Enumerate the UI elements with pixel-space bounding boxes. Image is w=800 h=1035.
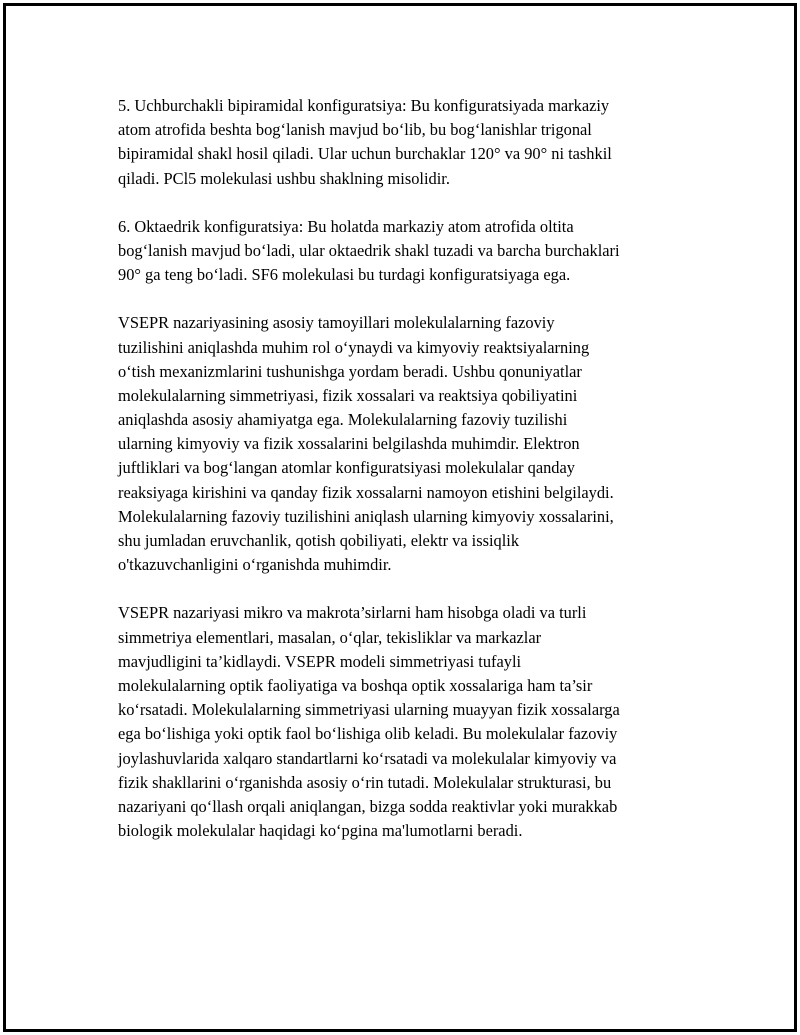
text-line: fizik shakllarini o‘rganishda asosiy o‘rin tutadi. Molekulalar strukturasi, bu — [118, 772, 612, 792]
text-line: juftliklari va bog‘langan atomlar konfiguratsiyasi molekulalar qanday — [118, 458, 575, 478]
paragraph-vsepr-principles — [118, 311, 698, 577]
text-line: bipiramidal shakl hosil qiladi. Ular uchun burchaklar 120° va 90° ni tashkil — [118, 144, 612, 164]
text-line: VSEPR nazariyasining asosiy tamoyillari molekulalarning fazoviy — [118, 313, 555, 333]
paragraph-vsepr-symmetry — [118, 601, 698, 843]
text-line: qiladi. PCl5 molekulasi ushbu shaklning misolidir. — [118, 168, 450, 188]
text-line: ega bo‘lishiga yoki optik faol bo‘lishiga olib keladi. Bu molekulalar fazoviy — [118, 724, 618, 744]
text-line: biologik molekulalar haqidagi ko‘pgina ma'lumotlarni beradi. — [118, 821, 523, 841]
text-line: tuzilishini aniqlashda muhim rol o‘ynaydi va kimyoviy reaktsiyalarning — [118, 337, 590, 357]
text-line: ularning kimyoviy va fizik xossalarini belgilashda muhimdir. Elektron — [118, 434, 580, 454]
text-line: 90° ga teng bo‘ladi. SF6 molekulasi bu turdagi konfiguratsiyaga ega. — [118, 265, 571, 285]
text-line: bog‘lanish mavjud bo‘ladi, ular oktaedrik shakl tuzadi va barcha burchaklari — [118, 240, 620, 260]
text-line: atom atrofida beshta bog‘lanish mavjud bo‘lib, bu bog‘lanishlar trigonal — [118, 120, 592, 140]
text-line: aniqlashda asosiy ahamiyatga ega. Molekulalarning fazoviy tuzilishi — [118, 410, 568, 430]
text-line: 5. Uchburchakli bipiramidal konfiguratsiya: Bu konfiguratsiyada markaziy — [118, 96, 610, 115]
text-line: shu jumladan eruvchanlik, qotish qobiliyati, elektr va issiqlik — [118, 531, 520, 550]
text-line: Molekulalarning fazoviy tuzilishini aniqlash ularning kimyoviy xossalarini, — [118, 506, 614, 526]
paragraph-octahedral — [118, 215, 698, 288]
text-line: molekulalarning simmetriyasi, fizik xossalari va reaktsiya qobiliyatini — [118, 385, 578, 405]
text-line: nazariyani qo‘llash orqali aniqlangan, bizga sodda reaktivlar yoki murakkab — [118, 796, 618, 816]
document-body — [118, 94, 698, 867]
text-line: o'tkazuvchanligini o‘rganishda muhimdir. — [118, 555, 392, 575]
text-line: molekulalarning optik faoliyatiga va boshqa optik xossalariga ham ta’sir — [118, 675, 593, 695]
text-line: o‘tish mexanizmlarini tushunishga yordam beradi. Ushbu qonuniyatlar — [118, 361, 582, 381]
text-line: reaksiyaga kirishini va qanday fizik xossalarni namoyon etishini belgilaydi. — [118, 482, 614, 502]
text-line: simmetriya elementlari, masalan, o‘qlar, tekisliklar va markazlar — [118, 627, 542, 647]
text-line: 6. Oktaedrik konfiguratsiya: Bu holatda markaziy atom atrofida oltita — [118, 216, 574, 236]
text-line: joylashuvlarida xalqaro standartlarni ko‘rsatadi va molekulalar kimyoviy va — [118, 748, 617, 768]
paragraph-trigonal-bipyramidal — [118, 94, 698, 191]
text-line: ko‘rsatadi. Molekulalarning simmetriyasi ularning muayyan fizik xossalarga — [118, 700, 620, 720]
text-line: mavjudligini ta’kidlaydi. VSEPR modeli simmetriyasi tufayli — [118, 651, 522, 671]
text-line: VSEPR nazariyasi mikro va makrota’sirlarni ham hisobga oladi va turli — [118, 603, 587, 623]
